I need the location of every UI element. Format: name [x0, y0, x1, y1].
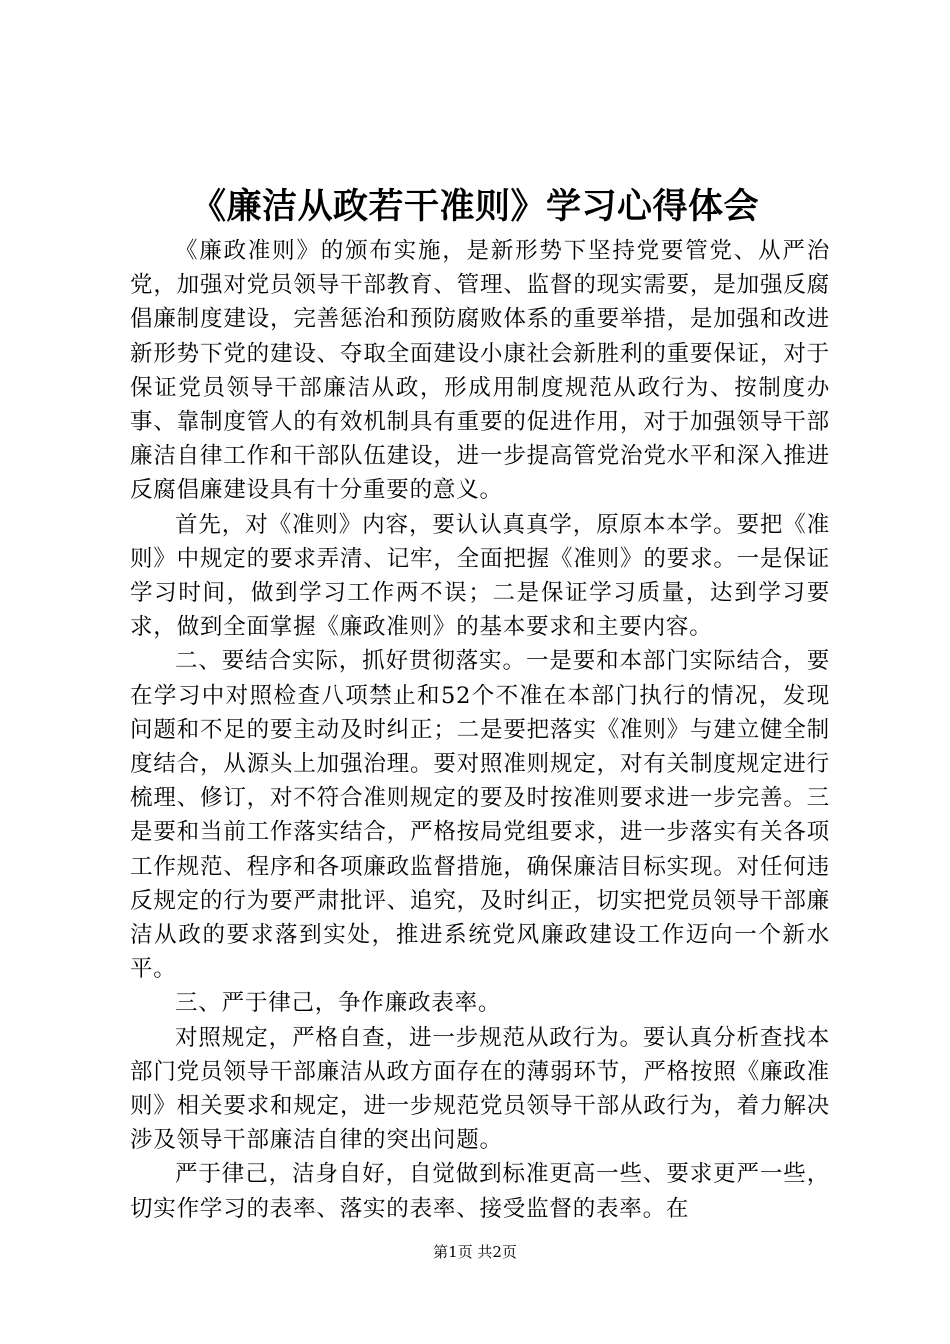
- paragraph-self-check: 对照规定，严格自查，进一步规范从政行为。要认真分析查找本部门党员领导干部廉洁从政方面存在的薄弱环节，严格按照《廉政准则》相关要求和规定，进一步规范党员领导干部从政行为，着力解决涉及领导干部廉洁自律的突出问题。: [130, 1024, 830, 1154]
- paragraph-second: 二、要结合实际，抓好贯彻落实。一是要和本部门实际结合，要在学习中对照检查八项禁止和52个不准在本部门执行的情况，发现问题和不足的要主动及时纠正；二是要把落实《准则》与建立健全制度结合，从源头上加强治理。要对照准则规定，对有关制度规定进行梳理、修订，对不符合准则规定的要及时按准则要求进一步完善。三是要和当前工作落实结合，严格按局党组要求，进一步落实有关各项工作规范、程序和各项廉政监督措施，确保廉洁目标实现。对任何违反规定的行为要严肃批评、追究，及时纠正，切实把党员领导干部廉洁从政的要求落到实处，推进系统党风廉政建设工作迈向一个新水平。: [130, 648, 830, 983]
- page-number-footer: 第1页 共2页: [433, 1243, 517, 1261]
- document-title: 《廉洁从政若干准则》学习心得体会: [190, 186, 759, 227]
- paragraph-intro: 《廉政准则》的颁布实施，是新形势下坚持党要管党、从严治党，加强对党员领导干部教育、管理、监督的现实需要，是加强反腐倡廉制度建设，完善惩治和预防腐败体系的重要举措，是加强和改进新形势下党的建设、夺取全面建设小康社会新胜利的重要保证，对于保证党员领导干部廉洁从政，形成用制度规范从政行为、按制度办事、靠制度管人的有效机制具有重要的促进作用，对于加强领导干部廉洁自律工作和干部队伍建设，进一步提高管党治党水平和深入推进反腐倡廉建设具有十分重要的意义。: [130, 238, 830, 504]
- paragraph-self-discipline: 严于律己，洁身自好，自觉做到标准更高一些、要求更严一些，切实作学习的表率、落实的表率、接受监督的表率。在: [130, 1161, 830, 1222]
- paragraph-first: 首先，对《准则》内容，要认认真真学，原原本本学。要把《准则》中规定的要求弄清、记牢，全面把握《准则》的要求。一是保证学习时间，做到学习工作两不误；二是保证学习质量，达到学习要求，做到全面掌握《廉政准则》的基本要求和主要内容。: [130, 511, 830, 641]
- document-body: [130, 234, 830, 1226]
- section-heading-third: 三、严于律己，争作廉政表率。: [175, 990, 502, 1017]
